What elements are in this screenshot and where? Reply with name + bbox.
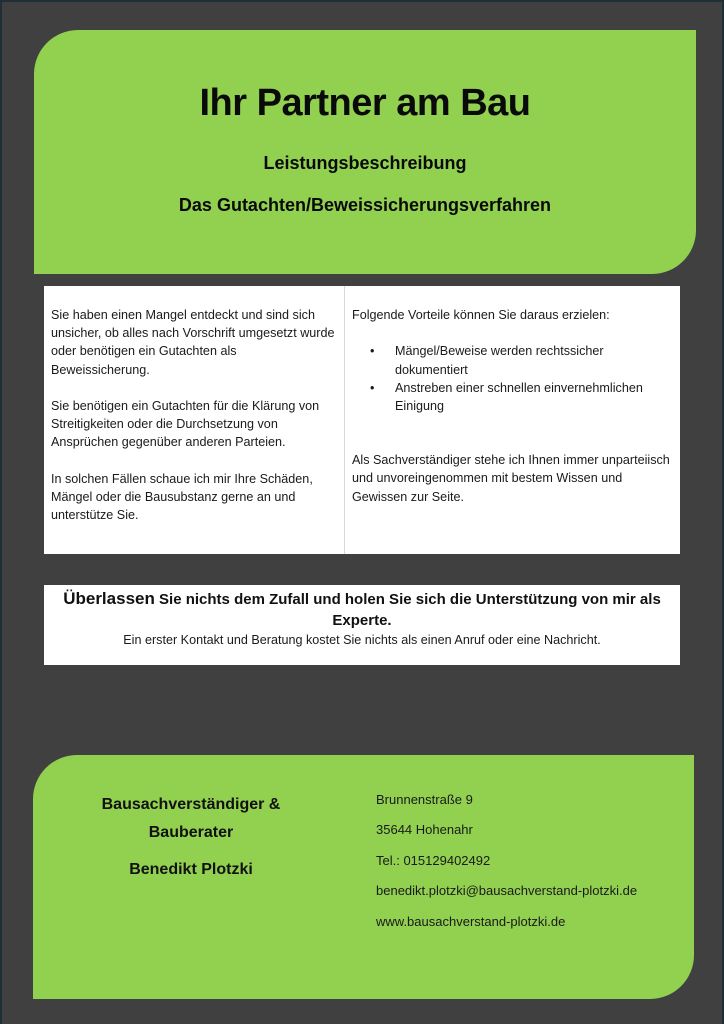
info-column-benefits bbox=[345, 286, 680, 554]
cta-lead-word: Überlassen bbox=[63, 589, 155, 608]
cta-headline bbox=[44, 588, 680, 631]
situation-paragraph: Sie benötigen ein Gutachten für die Klärung von Streitigkeiten oder die Durchsetzung von Ansprüchen gegenüber anderen Parteien. bbox=[51, 399, 320, 450]
contact-phone[interactable]: Tel.: 015129402492 bbox=[376, 852, 491, 868]
person-name: Benedikt Plotzki bbox=[129, 861, 253, 878]
contact-details bbox=[376, 791, 637, 943]
role-line: Bauberater bbox=[148, 824, 234, 841]
situation-paragraph: In solchen Fällen schaue ich mir Ihre Schäden, Mängel oder die Bausubstanz gerne an und unterstütze Sie. bbox=[51, 471, 313, 523]
benefit-item bbox=[352, 379, 672, 415]
cta-headline-rest: Sie nichts dem Zufall und holen Sie sich die Unterstützung von mir als Experte. bbox=[154, 591, 661, 629]
contact-email[interactable]: benedikt.plotzki@bausachverstand-plotzki.de bbox=[376, 883, 638, 899]
bullet-icon: • bbox=[370, 380, 375, 395]
contact-website[interactable]: www.bausachverstand-plotzki.de bbox=[376, 913, 566, 929]
page-subtitle: Leistungsbeschreibung bbox=[263, 153, 467, 173]
role-line: Bausachverständiger & bbox=[101, 796, 281, 813]
footer-identity bbox=[33, 791, 349, 884]
contact-street: Brunnenstraße 9 bbox=[376, 792, 473, 807]
situation-paragraph: Sie haben einen Mangel entdeckt und sind sich unsicher, ob alles nach Vorschrift umgesetzt wurde oder benötigen ein Gutachten als Beweissicherung. bbox=[51, 308, 335, 377]
footer-banner bbox=[33, 755, 694, 999]
header-banner bbox=[34, 30, 696, 274]
cta-subline: Ein erster Kontakt und Beratung kostet Sie nichts als einen Anruf oder eine Nachricht. bbox=[123, 633, 601, 647]
benefits-intro: Folgende Vorteile können Sie daraus erzielen: bbox=[352, 308, 610, 322]
benefit-item bbox=[352, 342, 672, 378]
page-title: Ihr Partner am Bau bbox=[199, 82, 531, 124]
benefit-text: Mängel/Beweise werden rechtssicher dokumentiert bbox=[395, 344, 604, 377]
service-title: Das Gutachten/Beweissicherungsverfahren bbox=[178, 195, 552, 215]
benefit-text: Anstreben einer schnellen einvernehmlichen Einigung bbox=[395, 380, 643, 413]
info-column-situation bbox=[44, 286, 345, 554]
bullet-icon: • bbox=[370, 344, 375, 359]
contact-city: 35644 Hohenahr bbox=[376, 822, 473, 838]
info-table bbox=[44, 286, 680, 554]
benefits-list bbox=[352, 342, 672, 415]
call-to-action-box bbox=[44, 585, 680, 665]
benefits-closing: Als Sachverständiger stehe ich Ihnen immer unparteiisch und unvoreingenommen mit bestem Wissen und Gewissen zur Seite. bbox=[352, 453, 670, 504]
